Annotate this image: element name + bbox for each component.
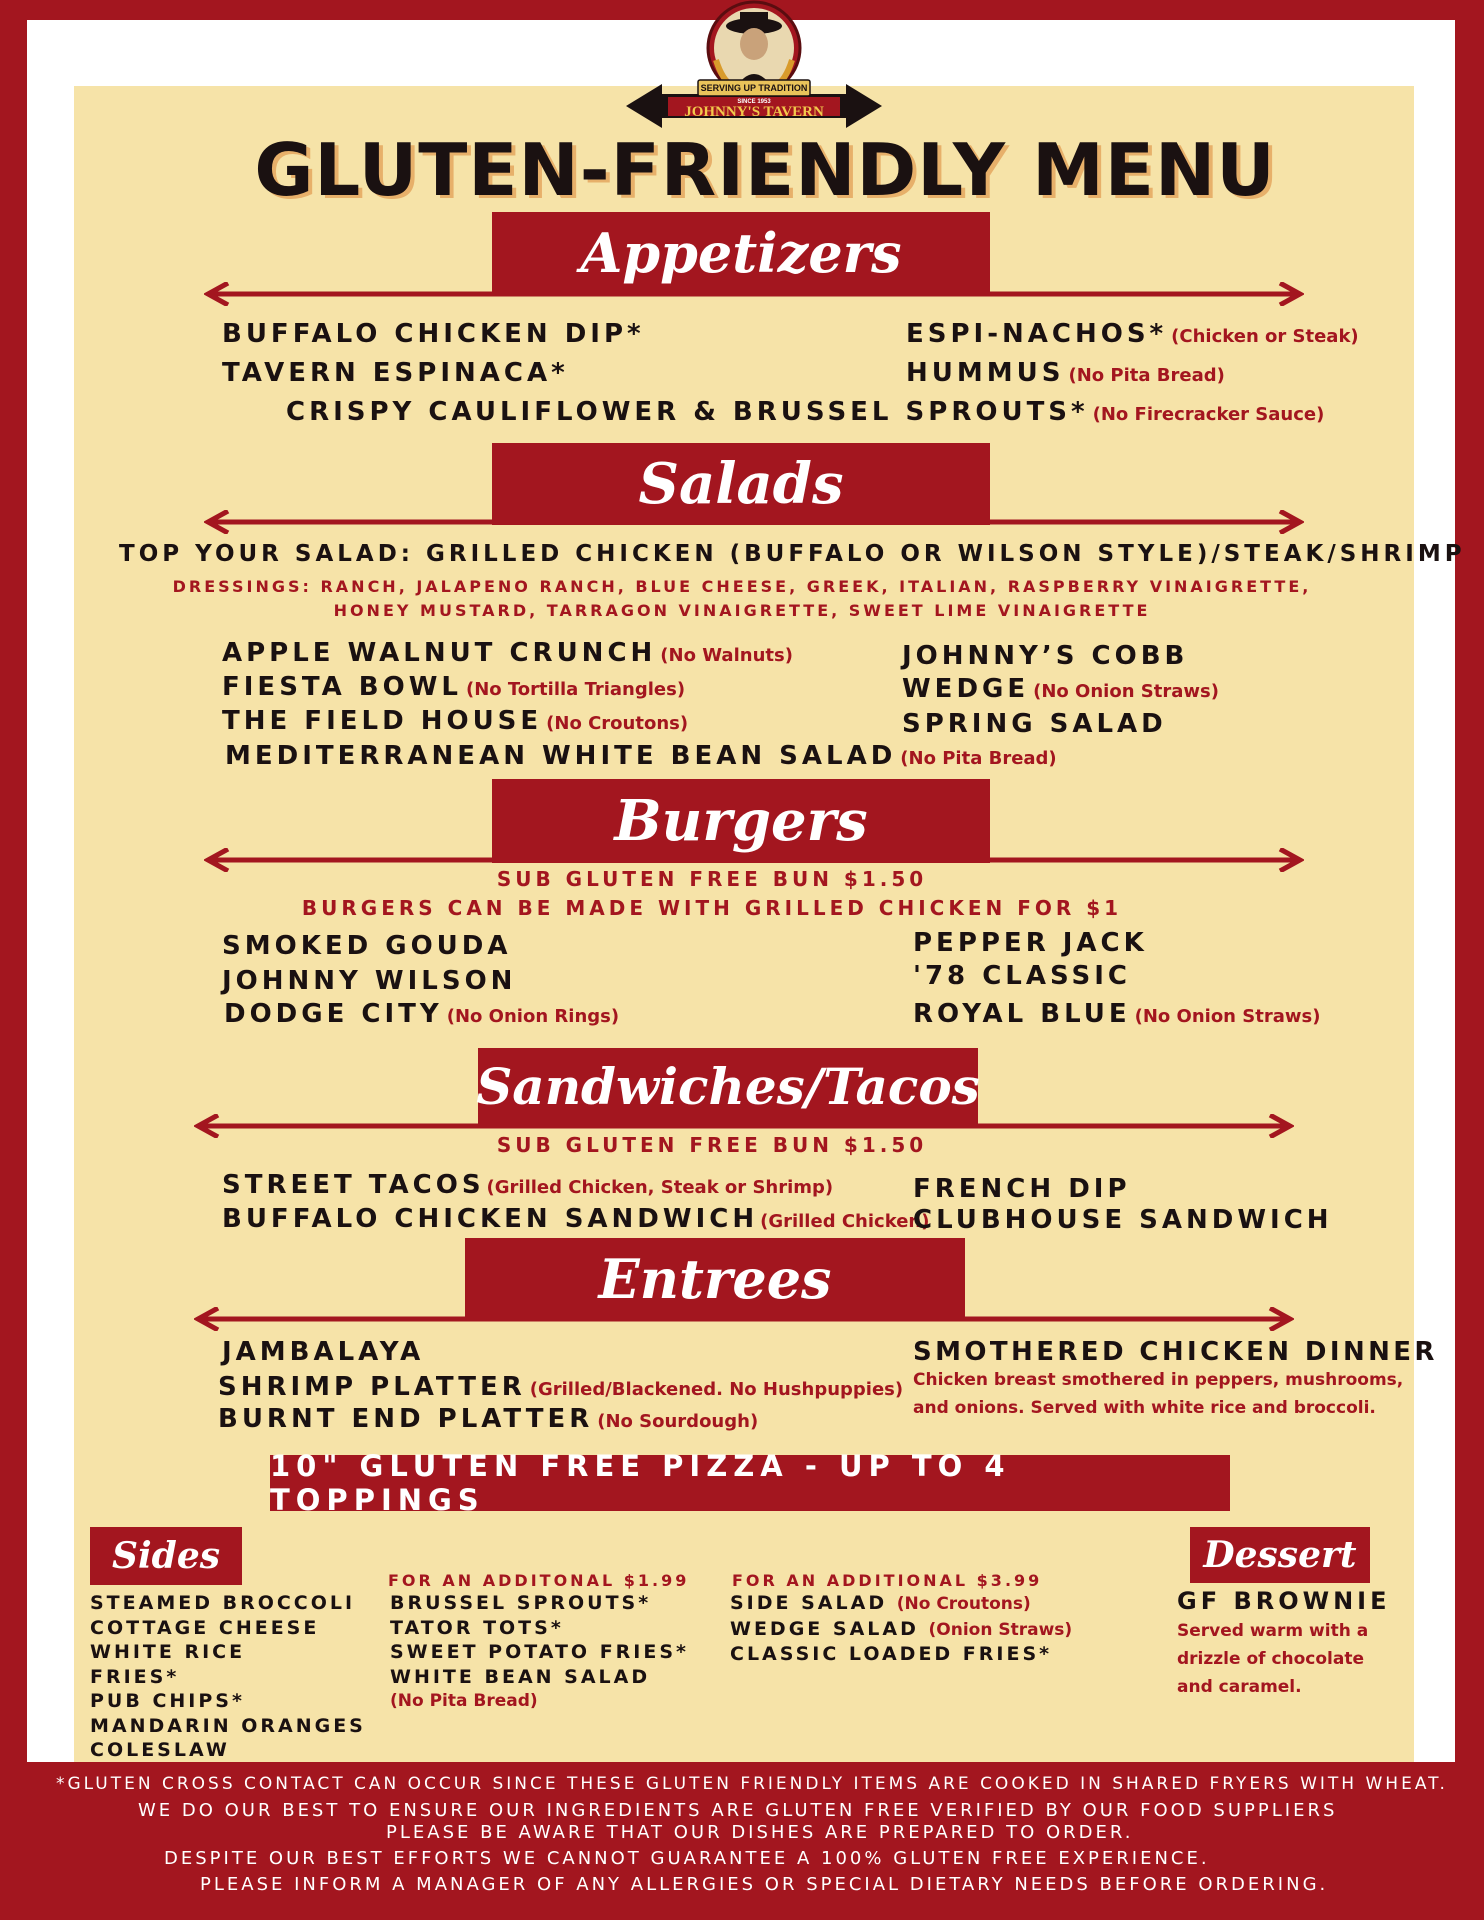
menu-item: SHRIMP PLATTER (Grilled/Blackened. No Hushpuppies) — [218, 1372, 904, 1402]
divider-arrow-appetizers — [204, 282, 1304, 306]
logo-name: JOHNNY'S TAVERN — [684, 104, 824, 120]
list-item: BRUSSEL SPROUTS* — [390, 1592, 652, 1614]
list-item: CLASSIC LOADED FRIES* — [730, 1643, 1053, 1665]
item-note: (No Sourdough) — [597, 1411, 759, 1432]
menu-item: ROYAL BLUE (No Onion Straws) — [913, 999, 1321, 1029]
menu-item: THE FIELD HOUSE (No Croutons) — [222, 706, 689, 736]
disclaimer-line: DESPITE OUR BEST EFFORTS WE CANNOT GUARANTEE A 100% GLUTEN FREE EXPERIENCE. — [164, 1848, 1210, 1869]
logo-tagline: SERVING UP TRADITION — [700, 83, 808, 93]
list-item: TATOR TOTS* — [390, 1616, 564, 1639]
list-item: SWEET POTATO FRIES* — [390, 1641, 689, 1663]
menu-item: APPLE WALNUT CRUNCH (No Walnuts) — [222, 638, 793, 668]
item-note: (No Onion Rings) — [446, 1006, 620, 1027]
item-note: (Chicken or Steak) — [1171, 326, 1359, 347]
item-note: (No Walnuts) — [660, 645, 793, 666]
salad-dressings-line2: HONEY MUSTARD, TARRAGON VINAIGRETTE, SWEET LIME VINAIGRETTE — [333, 601, 1151, 620]
menu-item: CRISPY CAULIFLOWER & BRUSSEL SPROUTS* (No Firecracker Sauce) — [286, 397, 1325, 427]
section-banner-dessert — [1190, 1527, 1370, 1583]
menu-item: HUMMUS (No Pita Bread) — [906, 358, 1225, 388]
appetizers-heading: Appetizers — [580, 221, 902, 285]
list-item: SIDE SALAD (No Croutons) — [730, 1592, 1031, 1614]
disclaimer-line: PLEASE INFORM A MANAGER OF ANY ALLERGIES OR SPECIAL DIETARY NEEDS BEFORE ORDERING. — [200, 1874, 1329, 1895]
list-item: COTTAGE CHEESE — [90, 1616, 320, 1639]
sides-free-list — [90, 1591, 366, 1763]
menu-item: '78 CLASSIC — [913, 961, 1132, 991]
disclaimer-line: WE DO OUR BEST TO ENSURE OUR INGREDIENTS ARE GLUTEN FREE VERIFIED BY OUR FOOD SUPPLIERS — [138, 1800, 1338, 1821]
list-item: MANDARIN ORANGES — [90, 1714, 366, 1737]
menu-item: CLUBHOUSE SANDWICH — [913, 1205, 1333, 1235]
list-item: PUB CHIPS* — [90, 1690, 245, 1712]
menu-item: SMOTHERED CHICKEN DINNER — [913, 1337, 1438, 1367]
dessert-description: Served warm with a drizzle of chocolate and caramel. — [1177, 1621, 1369, 1697]
menu-item: SPRING SALAD — [902, 709, 1167, 739]
menu-item: WEDGE (No Onion Straws) — [902, 674, 1219, 704]
smothered-description: Chicken breast smothered in peppers, mushrooms, and onions. Served with white rice and broccoli. — [913, 1370, 1404, 1418]
menu-item: ESPI-NACHOS* (Chicken or Steak) — [906, 319, 1359, 349]
disclaimer-line: *GLUTEN CROSS CONTACT CAN OCCUR SINCE THESE GLUTEN FRIENDLY ITEMS ARE COOKED IN SHARED FRYERS WITH WHEAT. — [56, 1774, 1448, 1794]
menu-item: DODGE CITY (No Onion Rings) — [224, 999, 620, 1029]
divider-arrow-salads — [204, 510, 1304, 534]
menu-item: FRENCH DIP — [913, 1174, 1131, 1204]
menu-item: BURNT END PLATTER (No Sourdough) — [218, 1404, 759, 1434]
menu-item: BUFFALO CHICKEN DIP* — [222, 319, 645, 349]
sides-add399-heading: FOR AN ADDITIONAL $3.99 — [732, 1571, 1043, 1590]
list-item: WHITE RICE — [90, 1641, 246, 1663]
item-note: (No Pita Bread) — [900, 748, 1057, 769]
entrees-heading: Entrees — [598, 1247, 832, 1311]
menu-item: TAVERN ESPINACA* — [222, 358, 569, 388]
menu-item: JAMBALAYA — [222, 1337, 425, 1367]
item-note: (No Croutons) — [546, 713, 689, 734]
burgers-sub-bun: SUB GLUTEN FREE BUN $1.50 — [496, 867, 928, 891]
list-item: COLESLAW — [90, 1739, 230, 1761]
page-title: GLUTEN-FRIENDLY MENU — [254, 128, 1276, 212]
sides-add199-heading: FOR AN ADDITONAL $1.99 — [388, 1571, 690, 1590]
sandwiches-heading: Sandwiches/Tacos — [476, 1056, 980, 1116]
disclaimer-line: PLEASE BE AWARE THAT OUR DISHES ARE PREPARED TO ORDER. — [386, 1822, 1134, 1843]
item-note: (No Tortilla Triangles) — [465, 679, 686, 700]
johnnys-tavern-logo — [622, 0, 886, 136]
section-banner-sides — [90, 1527, 242, 1585]
sides-add399-list — [730, 1591, 1072, 1667]
burgers-heading: Burgers — [614, 788, 868, 854]
sides-heading: Sides — [111, 1535, 221, 1577]
item-note: (No Pita Bread) — [1068, 365, 1225, 386]
item-note: (No Firecracker Sauce) — [1092, 404, 1325, 425]
menu-item: MEDITERRANEAN WHITE BEAN SALAD (No Pita Bread) — [225, 741, 1057, 771]
menu-item: BUFFALO CHICKEN SANDWICH (Grilled Chicken) — [222, 1204, 930, 1234]
salad-dressings-line1: DRESSINGS: RANCH, JALAPENO RANCH, BLUE CHEESE, GREEK, ITALIAN, RASPBERRY VINAIGRETTE, — [172, 577, 1312, 596]
menu-item: STREET TACOS (Grilled Chicken, Steak or Shrimp) — [222, 1170, 834, 1200]
divider-arrow-entrees — [194, 1307, 1294, 1331]
salad-topping-line: TOP YOUR SALAD: GRILLED CHICKEN (BUFFALO OR WILSON STYLE)/STEAK/SHRIMP — [119, 541, 1466, 567]
section-banner-sandwiches — [478, 1048, 978, 1124]
menu-item: JOHNNY WILSON — [222, 966, 517, 996]
list-item: STEAMED BROCCOLI — [90, 1592, 356, 1614]
item-note: (Grilled Chicken) — [760, 1211, 930, 1232]
item-note: (No Pita Bread) — [390, 1691, 538, 1711]
dessert-item: GF BROWNIE — [1177, 1587, 1391, 1615]
item-note: (No Onion Straws) — [1033, 681, 1219, 702]
pizza-banner: 10" GLUTEN FREE PIZZA - UP TO 4 TOPPINGS — [270, 1455, 1230, 1511]
sandwiches-sub-bun: SUB GLUTEN FREE BUN $1.50 — [496, 1133, 928, 1157]
menu-item: PEPPER JACK — [913, 928, 1148, 958]
item-note: (Grilled/Blackened. No Hushpuppies) — [529, 1379, 904, 1400]
menu-item: SMOKED GOUDA — [222, 931, 512, 961]
menu-item: JOHNNY’S COBB — [902, 641, 1189, 671]
burgers-sub-chicken: BURGERS CAN BE MADE WITH GRILLED CHICKEN FOR $1 — [301, 896, 1123, 920]
salads-heading: Salads — [638, 451, 844, 517]
logo-since: SINCE 1953 — [737, 99, 771, 105]
sides-add199-list — [390, 1591, 689, 1714]
list-item: FRIES* — [90, 1665, 180, 1688]
menu-item: FIESTA BOWL (No Tortilla Triangles) — [222, 672, 686, 702]
item-note: (No Onion Straws) — [1134, 1006, 1321, 1027]
list-item: WEDGE SALAD (Onion Straws) — [730, 1617, 1073, 1640]
dessert-heading: Dessert — [1203, 1534, 1357, 1576]
list-item: WHITE BEAN SALAD — [390, 1665, 651, 1688]
item-note: (Grilled Chicken, Steak or Shrimp) — [486, 1177, 834, 1198]
